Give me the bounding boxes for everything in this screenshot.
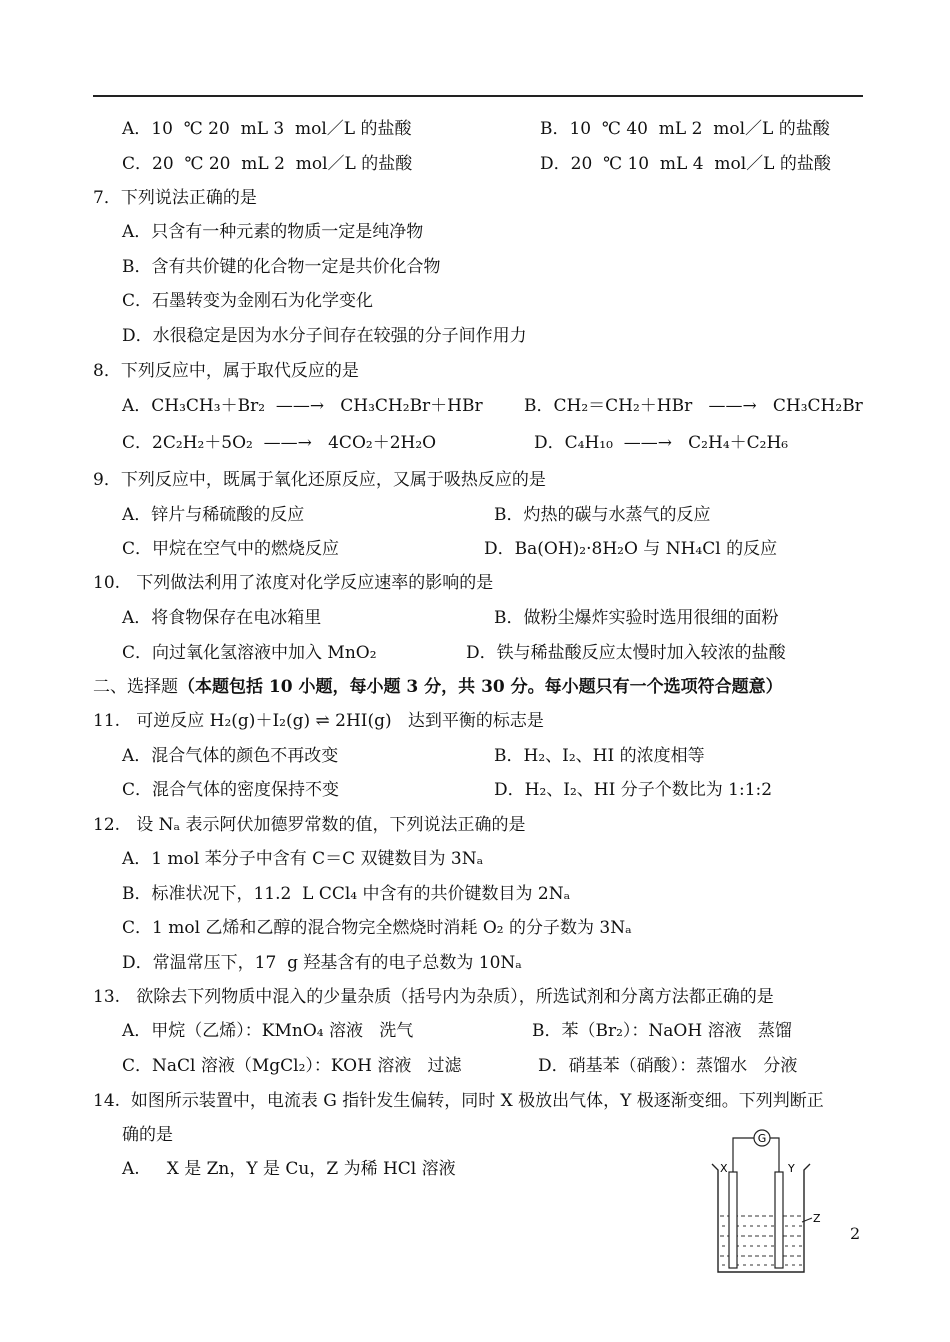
q11-option-b: B．H₂、I₂、HI 的浓度相等 (494, 746, 705, 766)
q9-option-c: C．甲烷在空气中的燃烧反应 (122, 539, 340, 559)
q13-option-b: B．苯（Br₂）：NaOH 溶液 蒸馏 (532, 1021, 792, 1041)
q12-option-c: C．1 mol 乙烯和乙醇的混合物完全燃烧时消耗 O₂ 的分子数为 3Nₐ (122, 918, 632, 938)
q9-option-a: A．锌片与稀硫酸的反应 (122, 505, 305, 525)
wire-right (770, 1138, 779, 1172)
q9-option-b: B．灼热的碳与水蒸气的反应 (494, 505, 711, 525)
q14-stem-continued: 确的是 (122, 1125, 173, 1145)
solution-label: Z (813, 1212, 821, 1225)
q11-option-d: D．H₂、I₂、HI 分子个数比为 1:1:2 (494, 780, 773, 800)
q9-option-d: D．Ba(OH)₂·8H₂O 与 NH₄Cl 的反应 (484, 539, 778, 559)
section-heading (93, 676, 783, 698)
q7-option-d: D．水很稳定是因为水分子间存在较强的分子间作用力 (122, 326, 527, 346)
q6-option-d: D．20 ℃ 10 mL 4 mol／L 的盐酸 (540, 154, 831, 174)
q14-option-a: A. X 是 Zn，Y 是 Cu，Z 为稀 HCl 溶液 (122, 1159, 456, 1179)
electrode-y (775, 1172, 783, 1268)
q12-option-d: D．常温常压下，17 g 羟基含有的电子总数为 10Nₐ (122, 953, 522, 973)
q6-option-a: A．10 ℃ 20 mL 3 mol／L 的盐酸 (122, 119, 412, 139)
q6-option-c: C．20 ℃ 20 mL 2 mol／L 的盐酸 (122, 154, 413, 174)
q6-option-b: B．10 ℃ 40 mL 2 mol／L 的盐酸 (540, 119, 830, 139)
wire-left (733, 1138, 754, 1172)
q8-option-a: A．CH₃CH₃＋Br₂ ——→ CH₃CH₂Br＋HBr (122, 396, 483, 416)
electrode-y-label: Y (788, 1162, 795, 1175)
q12-option-a: A．1 mol 苯分子中含有 C＝C 双键数目为 3Nₐ (122, 849, 484, 869)
q13-stem: 13. 欲除去下列物质中混入的少量杂质（括号内为杂质），所选试剂和分离方法都正确的是 (93, 987, 774, 1007)
q14-stem: 14. 如图所示装置中，电流表 G 指针发生偏转，同时 X 极放出气体，Y 极逐渐变细。下列判断正 (93, 1091, 824, 1111)
header-rule (93, 95, 863, 97)
electrode-x-label: X (720, 1162, 728, 1175)
q11-option-a: A．混合气体的颜色不再改变 (122, 746, 339, 766)
q7-option-c: C．石墨转变为金刚石为化学变化 (122, 291, 374, 311)
q7-stem: 7．下列说法正确的是 (93, 188, 257, 208)
q12-stem: 12. 设 Nₐ 表示阿伏加德罗常数的值，下列说法正确的是 (93, 815, 526, 835)
page-number: 2 (850, 1224, 861, 1243)
q10-option-d: D．铁与稀盐酸反应太慢时加入较浓的盐酸 (466, 643, 786, 663)
q10-option-a: A．将食物保存在电冰箱里 (122, 608, 322, 628)
q10-option-b: B．做粉尘爆炸实验时选用很细的面粉 (494, 608, 779, 628)
section-note: （本题包括 10 小题，每小题 3 分，共 30 分。每小题只有一个选项符合题意） (178, 677, 783, 697)
q10-option-c: C．向过氧化氢溶液中加入 MnO₂ (122, 643, 377, 663)
q13-option-a: A．甲烷（乙烯）：KMnO₄ 溶液 洗气 (122, 1021, 414, 1041)
q8-option-c: C．2C₂H₂＋5O₂ ——→ 4CO₂＋2H₂O (122, 433, 437, 453)
q8-option-d: D．C₄H₁₀ ——→ C₂H₄＋C₂H₆ (534, 433, 789, 453)
electrode-x (729, 1172, 737, 1268)
q10-stem: 10. 下列做法利用了浓度对化学反应速率的影响的是 (93, 573, 494, 593)
q13-option-d: D．硝基苯（硝酸）：蒸馏水 分液 (538, 1056, 798, 1076)
galvanometer-label: G (757, 1132, 767, 1145)
q9-stem: 9．下列反应中，既属于氧化还原反应，又属于吸热反应的是 (93, 470, 546, 490)
q7-option-a: A．只含有一种元素的物质一定是纯净物 (122, 222, 424, 242)
q11-stem: 11. 可逆反应 H₂(g)＋I₂(g) ⇌ 2HI(g) 达到平衡的标志是 (93, 711, 544, 731)
q8-option-b: B．CH₂＝CH₂＋HBr ——→ CH₃CH₂Br (524, 396, 863, 416)
section-title: 二、选择题 (93, 677, 178, 697)
q8-stem: 8．下列反应中，属于取代反应的是 (93, 361, 359, 381)
q7-option-b: B．含有共价键的化合物一定是共价化合物 (122, 257, 441, 277)
q11-option-c: C．混合气体的密度保持不变 (122, 780, 340, 800)
q12-option-b: B．标准状况下，11.2 L CCl₄ 中含有的共价键数目为 2Nₐ (122, 884, 571, 904)
beaker (712, 1164, 810, 1272)
galvanic-cell-diagram (706, 1122, 826, 1278)
q13-option-c: C．NaCl 溶液（MgCl₂）：KOH 溶液 过滤 (122, 1056, 462, 1076)
